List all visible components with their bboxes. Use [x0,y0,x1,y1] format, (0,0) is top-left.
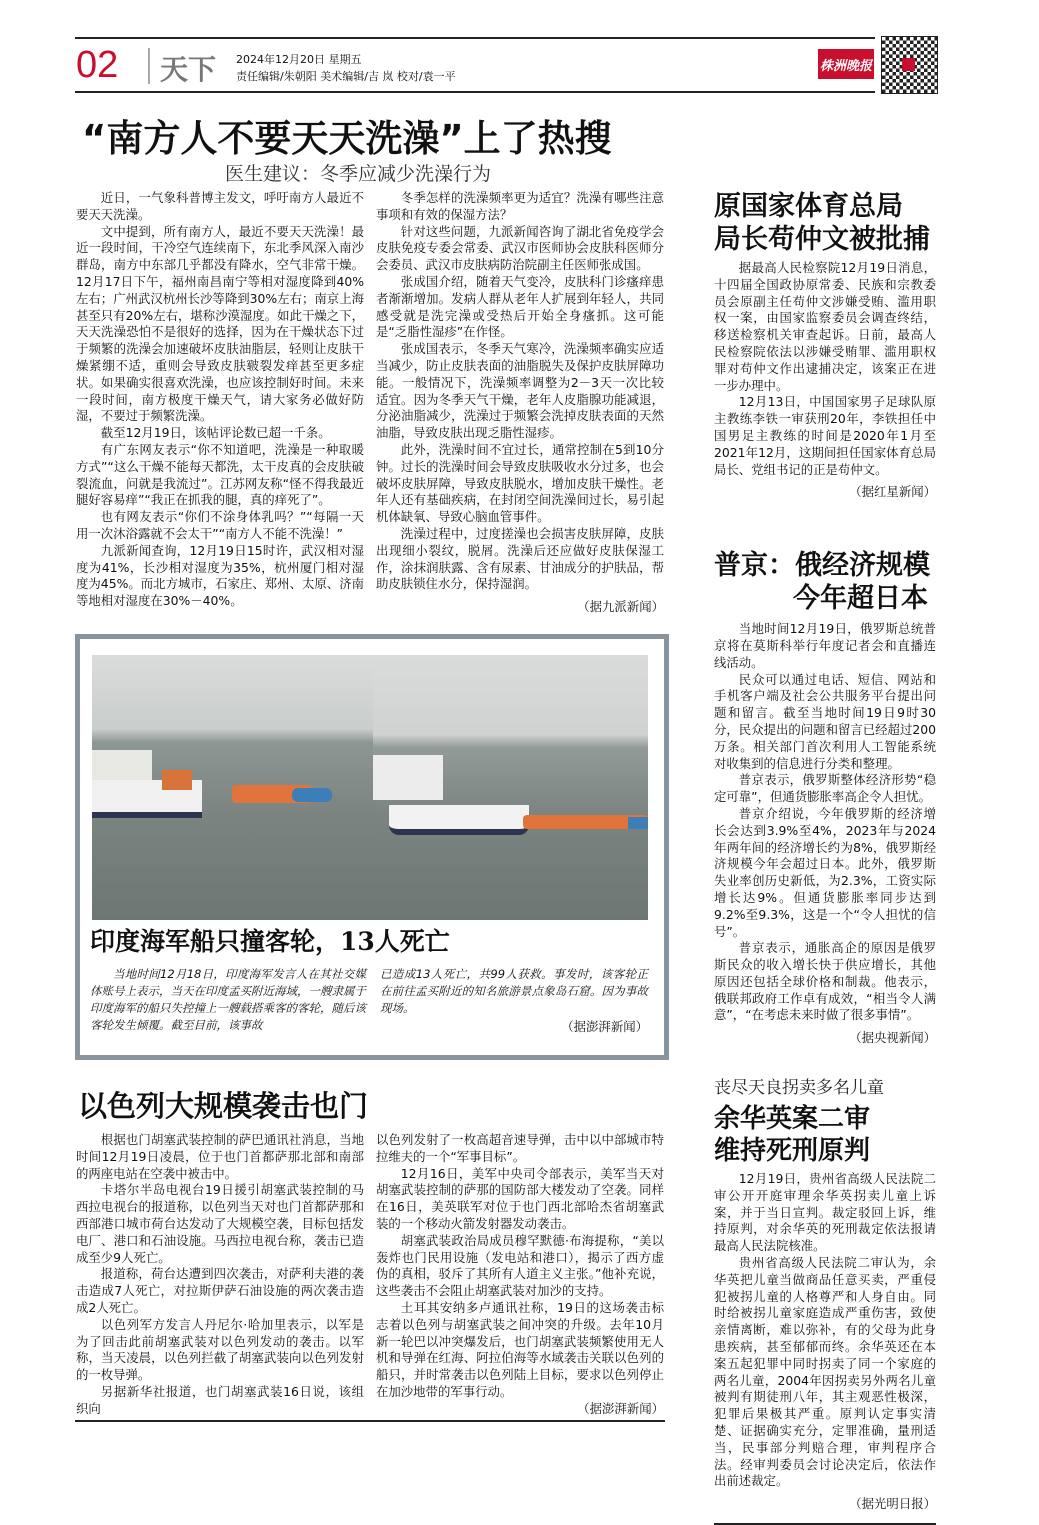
paragraph: 另据新华社报道，也门胡塞武装16日说，该组织向 [76,1383,364,1416]
paragraph: 12月19日，贵州省高级人民法院二审公开开庭审理余华英拐卖儿童上诉案，并于当日宣判。裁定驳回上诉，维持原判，对余华英的死刑裁定依法报请最高人民法院核准。 [714,1171,936,1254]
paragraph: 针对这些问题，九派新闻咨询了湖北省免疫学会皮肤免疫专委会常委、武汉市医师协会皮肤科医师分会委员、武汉市皮肤病防治院副主任医师张成国。 [376,223,664,273]
paragraph: 据最高人民检察院12月19日消息，十四届全国政协原常委、民族和宗教委员会原副主任苟仲文涉嫌受贿、滥用职权一案，由国家监察委员会调查终结，移送检察机关审查起诉。日前，最高人民检察院依法以涉嫌受贿罪、滥用职权罪对苟仲文作出逮捕决定，该案正在进一步办理中。 [714,260,936,393]
putin-headline [714,549,936,615]
paragraph: 洗澡过程中，过度搓澡也会损害皮肤屏障，皮肤出现细小裂纹，脱屑。洗澡后还应做好皮肤保湿工作，涂抹润肤露、含有尿素、甘油成分的护肤品，帮助皮肤锁住水分，保持湿润。 [376,525,664,592]
paragraph: 贵州省高级人民法院二审认为，余华英把儿童当做商品任意买卖，严重侵犯被拐儿童的人格尊严和人身自由。同时给被拐儿童家庭造成严重伤害，致使亲情离断，难以弥补，有的父母为此身患疾病，甚至郁郁而终。余华英还在本案五起犯罪中同时拐卖了同一个家庭的两名儿童，2004年因拐卖另外两名儿童被判有期徒刑八年，其主观恶性极深，犯罪后果极其严重。原判认定事实清楚、证据确实充分，定罪准确，量刑适当，民事部分判赔合理，审判程序合法。经审判委员会讨论决定后，依法作出前述裁定。 [714,1255,936,1489]
photo-story-column-2 [380,966,648,1036]
paragraph: 12月16日，美军中央司令部表示，美军当天对胡塞武装控制的萨那的国防部大楼发动了空袭。同样在16日，美英联军对位于也门西北部哈杰省胡塞武装的一个移动火箭发射器发动袭击。 [376,1165,664,1231]
yemen-column-1 [76,1132,364,1418]
paragraph: 根据也门胡塞武装控制的萨巴通讯社消息，当地时间12月19日凌晨，位于也门首都萨那北部和南部的两座电站在空袭中被击中。 [76,1132,364,1181]
paragraph: 普京表示，通胀高企的原因是俄罗斯民众的收入增长快于供应增长，其他原因还包括全球价格和制裁。他表示，俄联邦政府工作卓有成效，“相当令人满意”，“在考虑未来时做了很多事情”。 [714,940,936,1023]
photo-story-column-1 [90,966,366,1034]
yemen-headline: 以色列大规模袭击也门 [78,1089,369,1123]
photo-story-headline: 印度海军船只撞客轮，13人死亡 [90,927,450,956]
section-name: 天下 [160,53,217,86]
paragraph: 冬季怎样的洗澡频率更为适宜？洗澡有哪些注意事项和有效的保湿方法？ [376,190,664,222]
lead-subhead: 医生建议：冬季应减少洗澡行为 [225,163,492,185]
yemen-source: （据澎湃新闻） [577,1400,664,1416]
paragraph: 普京表示，俄罗斯整体经济形势“稳定可靠”，但通货膨胀率高企令人担忧。 [714,772,936,805]
headline-line: 原国家体育总局 [714,191,903,222]
paragraph: 截至12月19日，该帖评论数已超一千条。 [100,425,331,441]
headline-line: 维持死刑原判 [714,1136,871,1167]
qr-code [881,36,938,94]
paragraph: 当地时间12月18日，印度海军发言人在其社交媒体账号上表示，当天在印度孟买附近海域，一艘隶属于印度海军的船只失控撞上一艘载搭乘客的客轮，随后该客轮发生倾覆。截至目前，该事故 [90,967,366,1032]
paragraph: 有广东网友表示“你不知道吧，洗澡是一种取暖方式”“这么干燥不能每天都洗，太干皮真的会皮肤破裂流血，问就是我流过”。江苏网友称“怪不得我最近腿好容易痒”“我正在抓我的腿，真的痒死了”。 [76,441,364,508]
newspaper-logo [818,49,874,79]
headline-line: 今年超日本 [793,583,928,615]
paragraph: 普京介绍说，今年俄罗斯的经济增长会达到3.9%至4%，2023年与2024年两年间的经济增长约为8%，俄罗斯经济规模今年会超过日本。此外，俄罗斯失业率创历史新低，为2.3%，工资实际增长达9%。但通货膨胀率同步达到9.2%至9.3%，这是一个“令人担忧的信号”。 [714,805,936,939]
page-number: 02 [76,44,119,86]
yu-body [714,1171,936,1490]
gou-source: （据红星新闻） [849,484,936,500]
news-photo-left [92,655,373,920]
news-photo-right [373,655,648,920]
photo-story-source: （据澎湃新闻） [561,1019,648,1034]
paragraph: 以色列军方发言人丹尼尔·哈加里表示，以军是为了回击此前胡塞武装对以色列发动的袭击。以军称，当天凌晨，以色列拦截了胡塞武装向以色列发射的一枚导弹。 [76,1316,364,1383]
paragraph: 此外，洗澡时间不宜过长，通常控制在5到10分钟。过长的洗澡时间会导致皮肤吸收水分过多，也会破坏皮肤屏障，导致皮肤脱水，增加皮肤干燥性。老年人还有基础疾病，在封闭空间洗澡间过长，易引起机体缺氧、导致心脑血管事件。 [376,441,664,525]
putin-source: （据央视新闻） [849,1030,936,1046]
paragraph: 文中提到，所有南方人，最近不要天天洗澡！最近一段时间，干冷空气连续南下，东北季风深入南沙群岛，南方中东部几乎都没有降水，空气非常干燥。12月17日下午，福州南昌南宁等相对湿度降到40%左右；广州武汉杭州长沙等降到30%左右；南京上海甚至只有20%左右，堪称沙漠湿度。如此干燥之下，天天洗澡恐怕不是很好的选择，因为在干燥状态下过于频繁的洗澡会加速破坏皮肤油脂层，轻则让皮肤干燥紧绷不适，重则会导致皮肤皲裂发痒甚至更多症状。如果确实很喜欢洗澡，也应该控制好时间。未来一段时间，南方极度干燥天气，请大家务必做好防湿，不要过于频繁洗澡。 [76,223,364,424]
paragraph: 九派新闻查询，12月19日15时许，武汉相对湿度为41%，长沙相对湿度为35%，杭州厦门相对湿度为45%。而北方城市，石家庄、郑州、太原、济南等地相对湿度在30%－40%。 [76,542,364,609]
paragraph: 张成国介绍，随着天气变冷，皮肤科门诊瘙痒患者渐渐增加。发病人群从老年人扩展到年轻人，共同感受就是洗完澡或受热后开始全身瘙抓。这可能是“乏脂性湿疹”在作怪。 [376,273,664,340]
editors-credit: 责任编辑/朱朝阳 美术编辑/吉 岚 校对/袁一平 [236,70,456,83]
paragraph: 报道称，荷台达遭到四次袭击，对萨利夫港的袭击造成7人死亡，对拉斯伊萨石油设施的两次袭击造成2人死亡。 [76,1266,364,1315]
headline-line: 普京：俄经济规模 [714,550,930,582]
paragraph: 胡塞武装政治局成员穆罕默德·布海提称，“美以轰炸也门民用设施（发电站和港口），揭示了西方虚伪的真相，驳斥了其所有人道主义主张。”他补充说，这些袭击不会阻止胡塞武装对加沙的支持。 [376,1232,664,1299]
paragraph: 已造成13人死亡，共99人获救。事发时，该客轮正在前往孟买附近的知名旅游景点象岛石窟。因为事故现场。 [380,967,648,1015]
issue-date: 2024年12月20日 星期五 [236,53,362,66]
yu-headline [714,1103,936,1167]
paragraph: 也有网友表示“你们不涂身体乳吗？”“每隔一天用一次沐浴露就不会太干”“南方人不能不洗澡！” [76,509,364,541]
lead-column-1 [76,190,364,610]
bottom-rule-left [75,1420,665,1422]
lead-headline: “南方人不要天天洗澡”上了热搜 [82,117,612,160]
header-divider [148,48,150,84]
lead-column-2 [376,190,664,616]
paragraph: 12月13日，中国国家男子足球队原主教练李铁一审获刑20年，李铁担任中国男足主教练的时间是2020年1月至2021年12月，这期间担任国家体育总局局长、党组书记的正是苟仲文。 [714,394,936,477]
gou-body [714,260,936,478]
yemen-column-2 [376,1132,664,1418]
paragraph: 土耳其安纳多卢通讯社称，19日的这场袭击标志着以色列与胡塞武装之间冲突的升级。去年10月新一轮巴以冲突爆发后，也门胡塞武装频繁使用无人机和导弹在红海、阿拉伯海等水域袭击关联以色列的船只，并时常袭击以色列陆上目标，要求以色列停止在加沙地带的军事行动。 [376,1299,664,1399]
logo-text: 株洲晚报 [819,58,872,74]
headline-line: 余华英案二审 [714,1104,871,1135]
paragraph: 民众可以通过电话、短信、网站和手机客户端及社会公共服务平台提出问题和留言。截至当地时间19日9时30分，民众提出的问题和留言已经超过200万条。相关部门首次利用人工智能系统对收集到的信息进行分类和整理。 [714,671,936,771]
header-bottom-rule [75,91,875,93]
paragraph: 张成国表示，冬季天气寒冷，洗澡频率确实应适当减少，防止皮肤表面的油脂脱失及保护皮肤屏障功能。一般情况下，洗澡频率调整为2－3天一次比较适宜。因为冬季天气干燥，老年人皮脂腺功能减退，分泌油脂减少，洗澡过于频繁会洗掉皮肤表面的天然油脂，导致皮肤出现乏脂性湿疹。 [376,341,664,441]
headline-line: 局长苟仲文被批捕 [714,224,930,255]
paragraph: 卡塔尔半岛电视台19日援引胡塞武装控制的马西拉电视台的报道称，以色列当天对也门首都萨那和西部港口城市荷台达发动了大规模空袭，目标包括发电厂、港口和石油设施。马西拉电视台称，袭击已造成至少9人死亡。 [76,1182,364,1265]
putin-body [714,621,936,1024]
header-top-rule [75,37,875,39]
yu-source: （据光明日报） [849,1496,936,1512]
yu-kicker: 丧尽天良拐卖多名儿童 [714,1078,884,1099]
paragraph: 当地时间12月19日，俄罗斯总统普京将在莫斯科举行年度记者会和直播连线活动。 [714,621,936,670]
paragraph: 近日，一气象科普博主发文，呼吁南方人最近不要天天洗澡。 [76,190,364,222]
lead-source: （据九派新闻） [577,599,664,615]
paragraph: 以色列发射了一枚高超音速导弹，击中以中部城市特拉维夫的一个“军事目标”。 [376,1132,664,1164]
right-column [714,190,936,1525]
gou-headline [714,190,936,256]
